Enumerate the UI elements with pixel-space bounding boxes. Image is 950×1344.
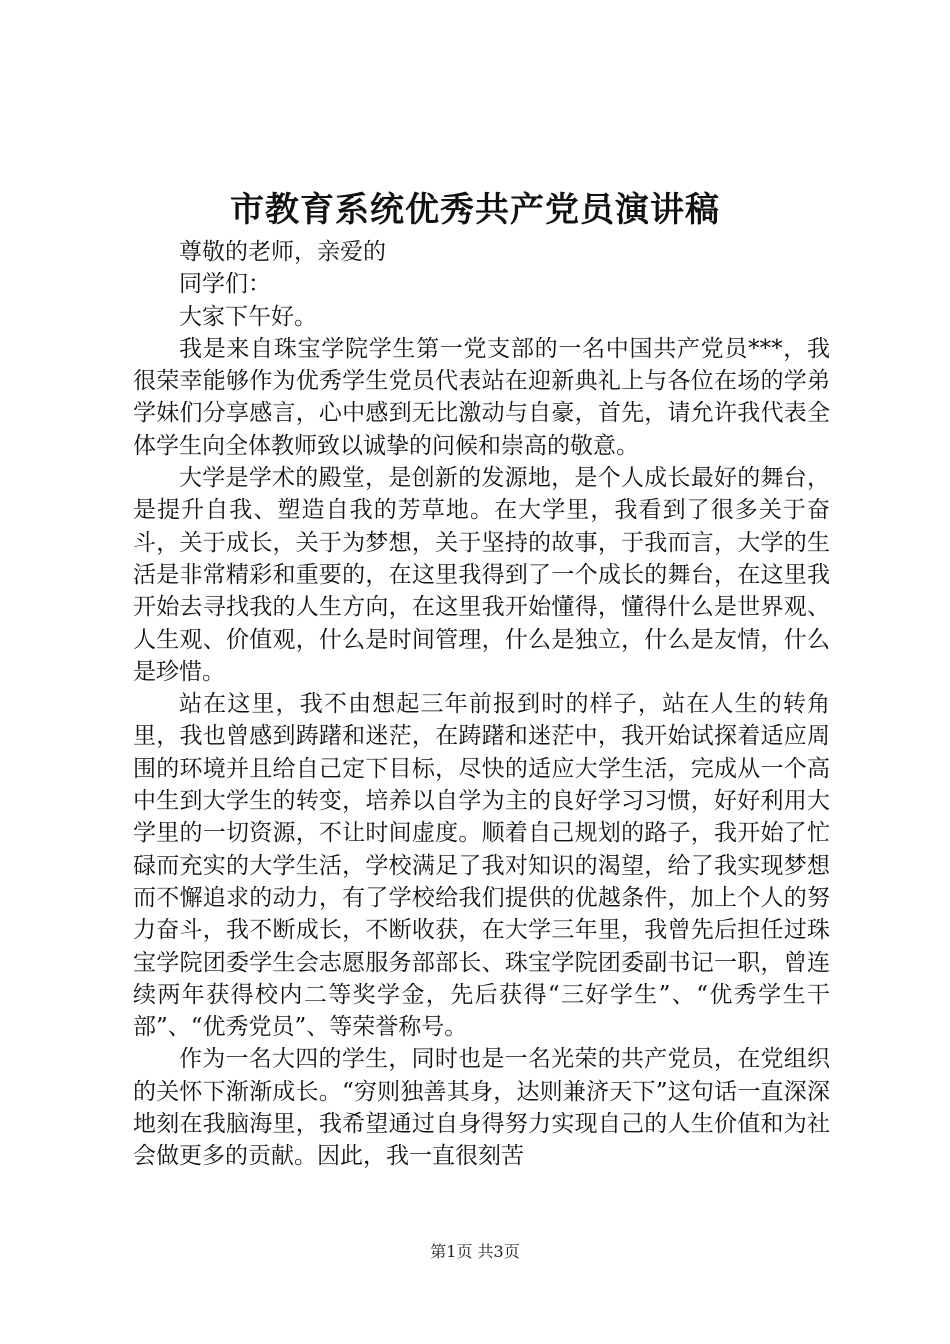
salutation-line-2: 同学们： (179, 271, 271, 298)
greeting: 大家下午好。 (179, 303, 317, 330)
paragraph-introduction: 我是来自珠宝学院学生第一党支部的一名中国共产党员***，我很荣幸能够作为优秀学生党员代表站在迎新典礼上与各位在场的学弟学妹们分享感言，心中感到无比激动与自豪，首先，请允许我代表全体学生向全体教师致以诚挚的问候和崇高的敬意。 (133, 335, 830, 459)
document-body (133, 236, 830, 1173)
paragraph-experience: 站在这里，我不由想起三年前报到时的样子，站在人生的转角里，我也曾感到踌躇和迷茫，在踌躇和迷茫中，我开始试探着适应周围的环境并且给自己定下目标，尽快的适应大学生活，完成从一个高中生到大学生的转变，培养以自学为主的良好学习习惯，好好利用大学里的一切资源，不让时间虚度。顺着自己规划的路子，我开始了忙碌而充实的大学生活，学校满足了我对知识的渴望，给了我实现梦想而不懈追求的动力，有了学校给我们提供的优越条件，加上个人的努力奋斗，我不断成长，不断收获，在大学三年里，我曾先后担任过珠宝学院团委学生会志愿服务部部长、珠宝学院团委副书记一职，曾连续两年获得校内二等奖学金，先后获得“三好学生”、“优秀学生干部”、“优秀党员”、等荣誉称号。 (133, 691, 830, 1041)
salutation-line-1: 尊敬的老师，亲爱的 (179, 239, 386, 265)
page-footer: 第1页 共3页 (430, 1242, 520, 1261)
paragraph-university: 大学是学术的殿堂，是创新的发源地，是个人成长最好的舞台，是提升自我、塑造自我的芳草地。在大学里，我看到了很多关于奋斗，关于成长，关于为梦想，关于坚持的故事，于我而言，大学的生活是非常精彩和重要的，在这里我得到了一个成长的舞台，在这里我开始去寻找我的人生方向，在这里我开始懂得，懂得什么是世界观、人生观、价值观，什么是时间管理，什么是独立，什么是友情，什么是珍惜。 (133, 465, 830, 685)
document-title: 市教育系统优秀共产党员演讲稿 (230, 190, 720, 230)
paragraph-party-member: 作为一名大四的学生，同时也是一名光荣的共产党员，在党组织的关怀下渐渐成长。“穷则独善其身，达则兼济天下”这句话一直深深地刻在我脑海里，我希望通过自身得努力实现自己的人生价值和为社会做更多的贡献。因此，我一直很刻苦 (133, 1046, 830, 1170)
